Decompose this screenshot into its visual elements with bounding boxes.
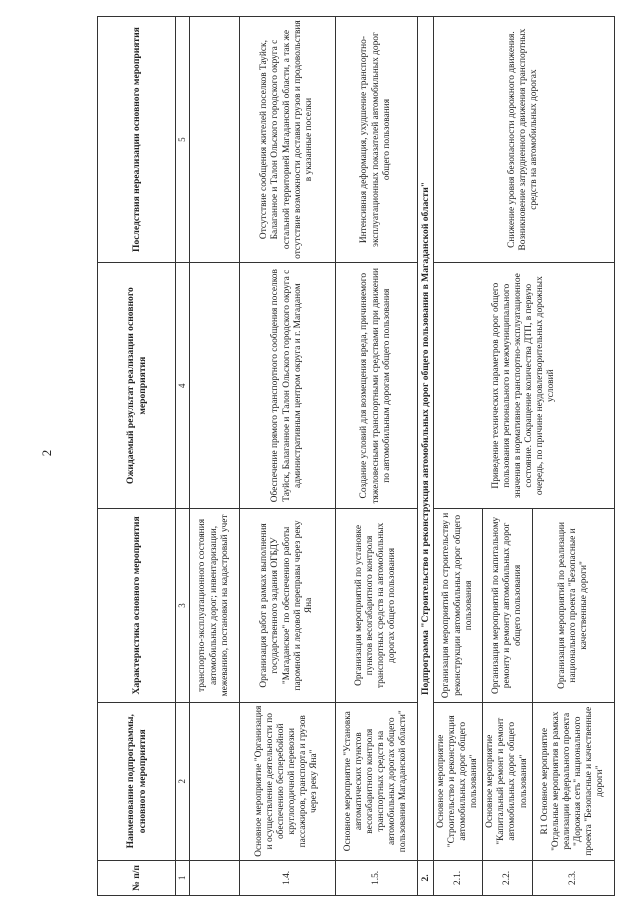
- header-characteristic: Характеристика основного мероприятия: [98, 509, 176, 702]
- header-expected: Ожидаемый результат реализации основного мероприятия: [98, 263, 176, 509]
- row-consequences-cell: [189, 17, 239, 263]
- row-characteristic-cell: Организация мероприятий по капитальному ремонту и ремонту автомобильных дорог общего пользования: [483, 509, 532, 702]
- header-consequences: Последствия нереализации основного мероприятия: [98, 17, 176, 263]
- row-num-cell: 1.5.: [335, 860, 417, 895]
- page-number: 2: [39, 449, 54, 457]
- section-row: [417, 17, 433, 896]
- row-name-cell: Основное мероприятие "Организация и осуществление деятельности по обеспечению бесперебойной круглогодичной перевозки пассажиров, транспорта и грузов через реку Яна": [239, 702, 335, 860]
- row-num-cell: 2.1.: [433, 860, 482, 895]
- row-characteristic-cell: Организация мероприятий по установке пунктов весогабаритного контроля транспортных средств на автомобильных дорогах общего пользования: [335, 509, 417, 702]
- row-name-cell: Основное мероприятие "Установка автоматических пунктов весогабаритного контроля транспортных средств на автомобильных дорогах общего пользования Магаданской области": [335, 702, 417, 860]
- section-title-cell: Подпрограмма "Строительство и реконструкция автомобильных дорог общего пользования в Магаданской области": [417, 17, 433, 861]
- row-characteristic-cell: Организация мероприятий по реализации национального проекта "Безопасные и качественные дороги": [532, 509, 614, 702]
- row-num-cell: 2.3.: [532, 860, 614, 895]
- index-cell: 4: [176, 263, 190, 509]
- row-characteristic-cell: Организация мероприятий по строительству и реконструкции автомобильных дорог общего пользования: [433, 509, 482, 702]
- row-characteristic-cell: Организация работ в рамках выполнения государственного задания ОГБДУ "Магаданское" по обеспечению работы паромной и ледовой переправы через реку Яна: [239, 509, 335, 702]
- header-row: [98, 17, 176, 896]
- row-num-cell: 1.4.: [239, 860, 335, 895]
- row-characteristic-cell: транспортно-эксплуатационного состояния автомобильных дорог; инвентаризации, межеванию, постановки на кадастровый учет: [189, 509, 239, 702]
- table-row: [189, 17, 239, 896]
- row-name-cell: Основное мероприятие "Строительство и реконструкция автомобильных дорог общего пользования": [433, 702, 482, 860]
- index-cell: 5: [176, 17, 190, 263]
- section-num-cell: 2.: [417, 860, 433, 895]
- document-table-rotated: [97, 16, 617, 896]
- row-name-cell: [189, 702, 239, 860]
- row-name-cell: R1 Основное мероприятие "Отдельные мероприятия в рамках реализации федерального проекта "Дорожная сеть" национального проекта "Безопасные и качественные дороги": [532, 702, 614, 860]
- index-cell: 3: [176, 509, 190, 702]
- row-expected-cell: Обеспечение прямого транспортного сообщения поселков Тауйск, Балаганное и Талон Ольского городского округа с административным центром округа и г. Магаданом: [239, 263, 335, 509]
- row-expected-cell: Создание условий для возмещения вреда, причиняемого тяжеловесными транспортными средствами при движении по автомобильным дорогам общего пользования: [335, 263, 417, 509]
- row-expected-cell: [189, 263, 239, 509]
- activities-table: [97, 16, 615, 896]
- row-name-cell: Основное мероприятие "Капитальный ремонт и ремонт автомобильных дорог общего пользования": [483, 702, 532, 860]
- table-row: [335, 17, 417, 896]
- table-row: [433, 17, 482, 896]
- index-cell: 1: [176, 860, 190, 895]
- index-cell: 2: [176, 702, 190, 860]
- header-name: Наименование подпрограммы, основного мероприятия: [98, 702, 176, 860]
- row-consequences-cell: Отсутствие сообщения жителей поселков Тауйск, Балаганное и Талон Ольского городского округа с остальной территорией Магаданской области, а так же отсутствие возможности доставки грузов и продовольствия в указанные поселки: [239, 17, 335, 263]
- table-row: [239, 17, 335, 896]
- header-num: № п/п: [98, 860, 176, 895]
- index-row: [176, 17, 190, 896]
- section-consequences-cell: Снижение уровня безопасности дорожного движения. Возникновение затрудненного движения транспортных средств на автомобильных дорогах: [433, 17, 614, 263]
- row-consequences-cell: Интенсивная деформация, ухудшение транспортно-эксплуатационных показателей автомобильных дорог общего пользования: [335, 17, 417, 263]
- row-num-cell: 2.2.: [483, 860, 532, 895]
- section-expected-cell: Приведение технических параметров дорог общего пользования регионального и межмуниципального значения в нормативное транспортно-эксплуатационное состояние. Сокращение количества ДТП, в первую очередь, по причине неудовлетворительных дорожных условий: [433, 263, 614, 509]
- row-num-cell: [189, 860, 239, 895]
